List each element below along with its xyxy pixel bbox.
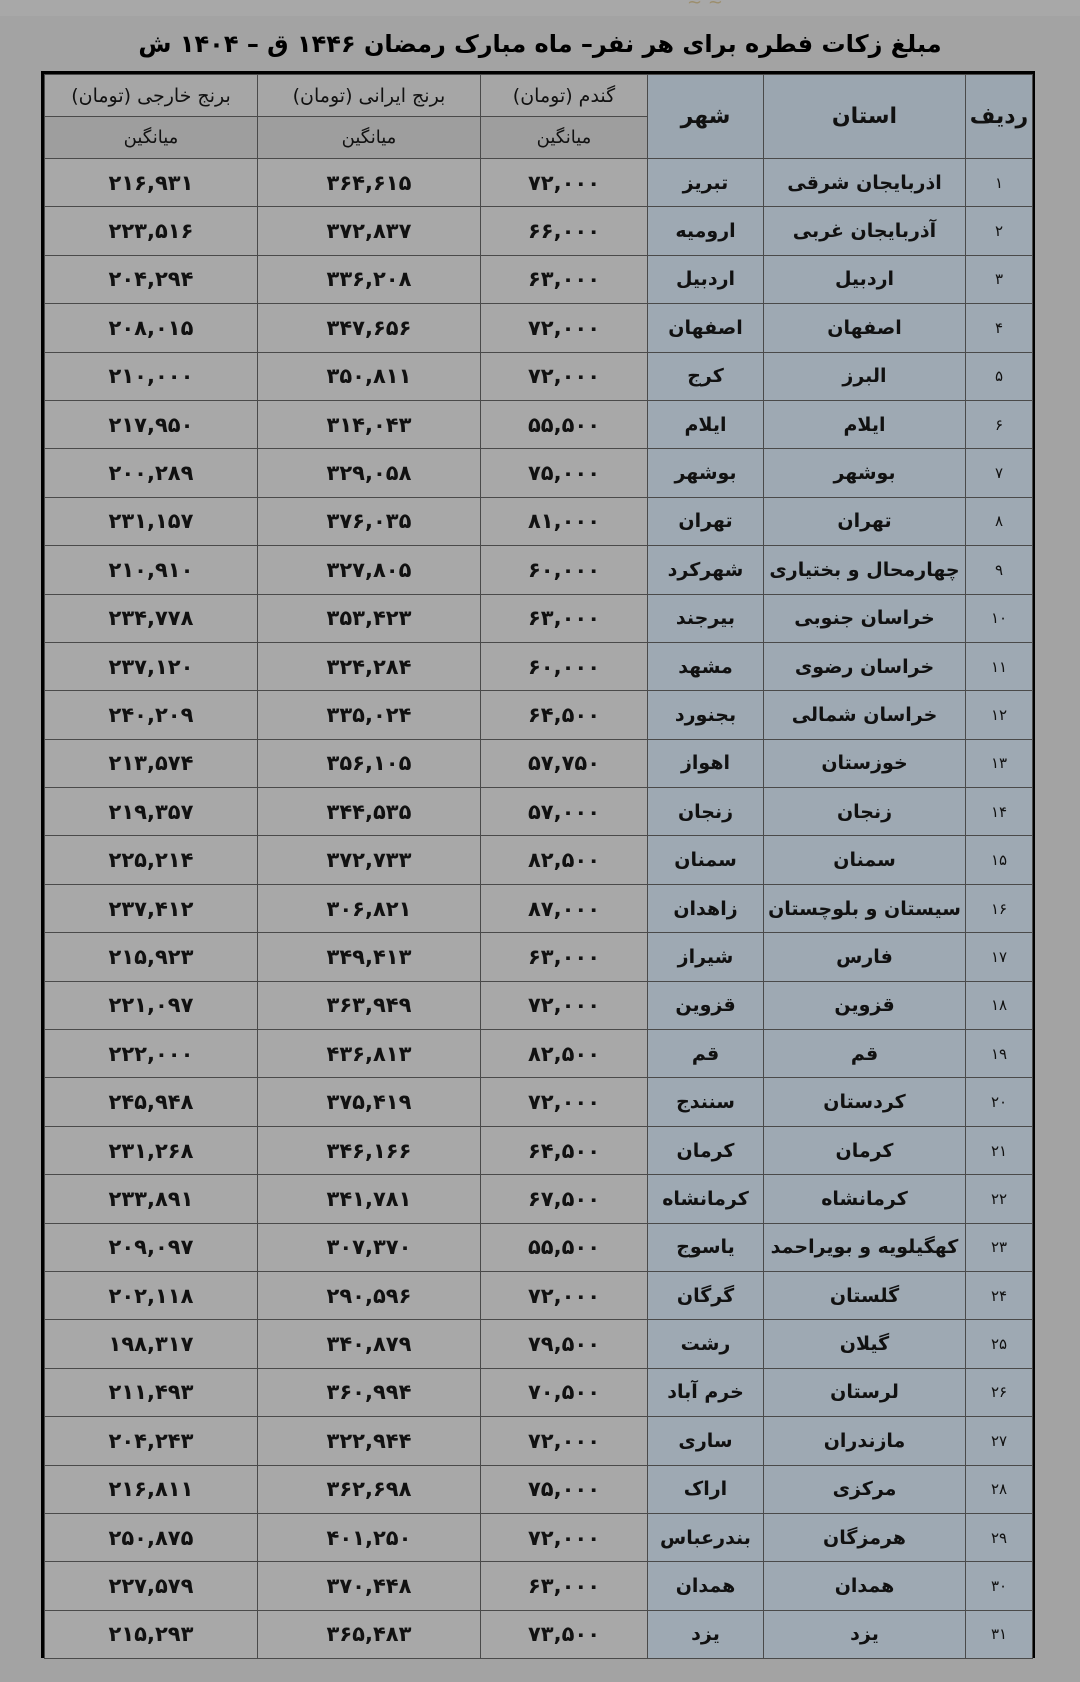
table-row	[45, 981, 1033, 1029]
cell-berenj-irani: ۳۲۷,۸۰۵	[258, 546, 481, 594]
cell-berenj-irani: ۳۴۹,۴۱۳	[258, 933, 481, 981]
cell-berenj-khareji: ۲۱۹,۳۵۷	[45, 788, 258, 836]
cell-ostan: ایلام	[764, 400, 966, 448]
cell-radif: ۵	[966, 352, 1033, 400]
cell-radif: ۱۰	[966, 594, 1033, 642]
table-row	[45, 1078, 1033, 1126]
cell-shahr: بیرجند	[648, 594, 764, 642]
cell-radif: ۲۴	[966, 1271, 1033, 1319]
cell-berenj-khareji: ۲۳۷,۱۲۰	[45, 642, 258, 690]
cell-shahr: کرمان	[648, 1126, 764, 1174]
table-row	[45, 546, 1033, 594]
cell-shahr: ارومیه	[648, 207, 764, 255]
cell-gandom: ۷۲,۰۰۰	[481, 1513, 648, 1561]
cell-berenj-khareji: ۲۱۶,۸۱۱	[45, 1465, 258, 1513]
cell-berenj-khareji: ۲۰۰,۲۸۹	[45, 449, 258, 497]
cell-berenj-irani: ۴۳۶,۸۱۳	[258, 1030, 481, 1078]
table-row	[45, 159, 1033, 207]
cell-berenj-khareji: ۲۱۳,۵۷۴	[45, 739, 258, 787]
cell-ostan: اردبیل	[764, 255, 966, 303]
cell-gandom: ۷۲,۰۰۰	[481, 159, 648, 207]
cell-gandom: ۷۲,۰۰۰	[481, 1271, 648, 1319]
table-row	[45, 884, 1033, 932]
cell-berenj-irani: ۳۷۲,۷۳۳	[258, 836, 481, 884]
cell-berenj-khareji: ۲۱۰,۰۰۰	[45, 352, 258, 400]
cell-ostan: سیستان و بلوچستان	[764, 884, 966, 932]
cell-gandom: ۷۲,۰۰۰	[481, 1078, 648, 1126]
cell-berenj-irani: ۲۹۰,۵۹۶	[258, 1271, 481, 1319]
cell-berenj-khareji: ۲۰۲,۱۱۸	[45, 1271, 258, 1319]
cell-ostan: قم	[764, 1030, 966, 1078]
cell-berenj-khareji: ۱۹۸,۳۱۷	[45, 1320, 258, 1368]
cell-berenj-khareji: ۲۱۱,۴۹۳	[45, 1368, 258, 1416]
cell-gandom: ۵۷,۷۵۰	[481, 739, 648, 787]
cell-berenj-khareji: ۲۳۴,۷۷۸	[45, 594, 258, 642]
cell-shahr: ایلام	[648, 400, 764, 448]
header-berenj-khareji: برنج خارجی (تومان)	[45, 75, 258, 117]
zakat-table-container	[41, 71, 1035, 1658]
cell-ostan: یزد	[764, 1610, 966, 1658]
cell-berenj-khareji: ۲۲۷,۵۷۹	[45, 1562, 258, 1610]
cell-gandom: ۷۵,۰۰۰	[481, 449, 648, 497]
table-row	[45, 352, 1033, 400]
table-row	[45, 497, 1033, 545]
cell-gandom: ۶۷,۵۰۰	[481, 1175, 648, 1223]
cell-gandom: ۶۶,۰۰۰	[481, 207, 648, 255]
cell-berenj-khareji: ۲۳۱,۲۶۸	[45, 1126, 258, 1174]
cell-gandom: ۷۰,۵۰۰	[481, 1368, 648, 1416]
cell-shahr: اردبیل	[648, 255, 764, 303]
cell-berenj-khareji: ۲۴۰,۲۰۹	[45, 691, 258, 739]
table-row	[45, 207, 1033, 255]
cell-berenj-khareji: ۲۲۵,۲۱۴	[45, 836, 258, 884]
cell-ostan: مازندران	[764, 1417, 966, 1465]
cell-berenj-irani: ۳۵۶,۱۰۵	[258, 739, 481, 787]
cell-shahr: شیراز	[648, 933, 764, 981]
cell-berenj-irani: ۳۰۶,۸۲۱	[258, 884, 481, 932]
cell-radif: ۱	[966, 159, 1033, 207]
cell-ostan: کهگیلویه و بویراحمد	[764, 1223, 966, 1271]
cell-shahr: زاهدان	[648, 884, 764, 932]
cell-gandom: ۶۳,۰۰۰	[481, 594, 648, 642]
table-row	[45, 788, 1033, 836]
cell-berenj-irani: ۳۶۳,۹۴۹	[258, 981, 481, 1029]
cell-gandom: ۵۵,۵۰۰	[481, 1223, 648, 1271]
cell-shahr: گرگان	[648, 1271, 764, 1319]
table-row	[45, 1126, 1033, 1174]
cell-berenj-irani: ۳۶۴,۶۱۵	[258, 159, 481, 207]
table-row	[45, 255, 1033, 303]
cell-gandom: ۷۲,۰۰۰	[481, 1417, 648, 1465]
cell-ostan: البرز	[764, 352, 966, 400]
subheader-irani-miangin: میانگین	[258, 117, 481, 159]
cell-gandom: ۷۹,۵۰۰	[481, 1320, 648, 1368]
cell-shahr: بندرعباس	[648, 1513, 764, 1561]
table-row	[45, 1417, 1033, 1465]
cell-berenj-irani: ۳۵۰,۸۱۱	[258, 352, 481, 400]
cell-ostan: اذربایجان شرقی	[764, 159, 966, 207]
table-row	[45, 691, 1033, 739]
cell-ostan: گلستان	[764, 1271, 966, 1319]
cell-shahr: خرم آباد	[648, 1368, 764, 1416]
subheader-gandom-miangin: میانگین	[481, 117, 648, 159]
cell-ostan: خراسان رضوی	[764, 642, 966, 690]
cell-ostan: کردستان	[764, 1078, 966, 1126]
cell-gandom: ۸۷,۰۰۰	[481, 884, 648, 932]
cell-ostan: زنجان	[764, 788, 966, 836]
cell-gandom: ۷۳,۵۰۰	[481, 1610, 648, 1658]
table-row	[45, 1030, 1033, 1078]
zakat-table	[44, 74, 1033, 1659]
cell-ostan: کرمان	[764, 1126, 966, 1174]
cell-radif: ۹	[966, 546, 1033, 594]
cell-radif: ۳۱	[966, 1610, 1033, 1658]
cell-ostan: قزوین	[764, 981, 966, 1029]
cell-berenj-khareji: ۲۱۵,۲۹۳	[45, 1610, 258, 1658]
cell-berenj-irani: ۳۲۴,۲۸۴	[258, 642, 481, 690]
cell-berenj-khareji: ۲۱۷,۹۵۰	[45, 400, 258, 448]
cell-ostan: بوشهر	[764, 449, 966, 497]
table-row	[45, 449, 1033, 497]
cell-berenj-irani: ۳۴۰,۸۷۹	[258, 1320, 481, 1368]
cell-ostan: سمنان	[764, 836, 966, 884]
cell-berenj-irani: ۳۴۷,۶۵۶	[258, 304, 481, 352]
cell-berenj-khareji: ۲۳۱,۱۵۷	[45, 497, 258, 545]
cell-shahr: سنندج	[648, 1078, 764, 1126]
cell-berenj-khareji: ۲۰۴,۲۴۳	[45, 1417, 258, 1465]
cell-ostan: کرمانشاه	[764, 1175, 966, 1223]
cell-radif: ۱۷	[966, 933, 1033, 981]
cell-berenj-khareji: ۲۲۲,۰۰۰	[45, 1030, 258, 1078]
cell-shahr: اصفهان	[648, 304, 764, 352]
table-body	[45, 159, 1033, 1659]
cell-shahr: سمنان	[648, 836, 764, 884]
cell-berenj-irani: ۳۷۰,۴۴۸	[258, 1562, 481, 1610]
table-row	[45, 1610, 1033, 1658]
cell-shahr: مشهد	[648, 642, 764, 690]
cell-radif: ۱۵	[966, 836, 1033, 884]
cell-radif: ۱۱	[966, 642, 1033, 690]
cell-berenj-khareji: ۲۱۶,۹۳۱	[45, 159, 258, 207]
subheader-khareji-miangin: میانگین	[45, 117, 258, 159]
cell-berenj-khareji: ۲۰۴,۲۹۴	[45, 255, 258, 303]
cell-shahr: تهران	[648, 497, 764, 545]
cell-gandom: ۶۴,۵۰۰	[481, 1126, 648, 1174]
cell-shahr: بجنورد	[648, 691, 764, 739]
cell-radif: ۱۲	[966, 691, 1033, 739]
cell-radif: ۲۰	[966, 1078, 1033, 1126]
cell-gandom: ۶۳,۰۰۰	[481, 255, 648, 303]
cell-berenj-khareji: ۲۰۸,۰۱۵	[45, 304, 258, 352]
cell-shahr: قم	[648, 1030, 764, 1078]
cell-shahr: تبریز	[648, 159, 764, 207]
cell-gandom: ۶۰,۰۰۰	[481, 546, 648, 594]
cell-ostan: خوزستان	[764, 739, 966, 787]
cell-shahr: همدان	[648, 1562, 764, 1610]
cell-gandom: ۵۵,۵۰۰	[481, 400, 648, 448]
cell-radif: ۲۱	[966, 1126, 1033, 1174]
cell-berenj-khareji: ۲۰۹,۰۹۷	[45, 1223, 258, 1271]
cell-berenj-irani: ۳۶۰,۹۹۴	[258, 1368, 481, 1416]
cell-berenj-irani: ۳۴۱,۷۸۱	[258, 1175, 481, 1223]
cell-berenj-irani: ۳۷۶,۰۳۵	[258, 497, 481, 545]
cell-ostan: هرمزگان	[764, 1513, 966, 1561]
cell-gandom: ۶۴,۵۰۰	[481, 691, 648, 739]
cell-shahr: کرمانشاه	[648, 1175, 764, 1223]
header-radif: ردیف	[966, 75, 1033, 159]
cell-berenj-khareji: ۲۱۵,۹۲۳	[45, 933, 258, 981]
table-row	[45, 1320, 1033, 1368]
cell-berenj-irani: ۳۶۲,۶۹۸	[258, 1465, 481, 1513]
cell-ostan: گیلان	[764, 1320, 966, 1368]
cell-gandom: ۸۲,۵۰۰	[481, 836, 648, 884]
table-row	[45, 1513, 1033, 1561]
cell-radif: ۶	[966, 400, 1033, 448]
logo-fragment: ~ ~	[687, 0, 723, 13]
cell-shahr: اهواز	[648, 739, 764, 787]
cell-gandom: ۸۲,۵۰۰	[481, 1030, 648, 1078]
cell-radif: ۱۴	[966, 788, 1033, 836]
cell-berenj-khareji: ۲۲۳,۵۱۶	[45, 207, 258, 255]
cell-radif: ۷	[966, 449, 1033, 497]
table-row	[45, 594, 1033, 642]
cell-radif: ۲۹	[966, 1513, 1033, 1561]
cell-berenj-irani: ۳۳۶,۲۰۸	[258, 255, 481, 303]
header-gandom: گندم (تومان)	[481, 75, 648, 117]
cell-ostan: فارس	[764, 933, 966, 981]
cell-radif: ۴	[966, 304, 1033, 352]
cell-radif: ۲۲	[966, 1175, 1033, 1223]
cell-ostan: تهران	[764, 497, 966, 545]
top-strip	[0, 0, 1080, 16]
cell-berenj-irani: ۳۷۵,۴۱۹	[258, 1078, 481, 1126]
cell-radif: ۳	[966, 255, 1033, 303]
cell-radif: ۲۸	[966, 1465, 1033, 1513]
table-row	[45, 304, 1033, 352]
cell-berenj-irani: ۳۵۳,۴۲۳	[258, 594, 481, 642]
table-row	[45, 1465, 1033, 1513]
cell-gandom: ۸۱,۰۰۰	[481, 497, 648, 545]
header-berenj-irani: برنج ایرانی (تومان)	[258, 75, 481, 117]
cell-shahr: زنجان	[648, 788, 764, 836]
cell-gandom: ۷۲,۰۰۰	[481, 352, 648, 400]
cell-shahr: کرج	[648, 352, 764, 400]
cell-berenj-irani: ۳۲۹,۰۵۸	[258, 449, 481, 497]
table-header	[45, 75, 1033, 159]
cell-berenj-irani: ۳۱۴,۰۴۳	[258, 400, 481, 448]
cell-berenj-khareji: ۲۴۵,۹۴۸	[45, 1078, 258, 1126]
cell-shahr: ساری	[648, 1417, 764, 1465]
cell-radif: ۲۷	[966, 1417, 1033, 1465]
table-row	[45, 1562, 1033, 1610]
cell-berenj-khareji: ۲۲۱,۰۹۷	[45, 981, 258, 1029]
table-row	[45, 1223, 1033, 1271]
table-row	[45, 1271, 1033, 1319]
cell-ostan: اصفهان	[764, 304, 966, 352]
cell-radif: ۸	[966, 497, 1033, 545]
table-row	[45, 1368, 1033, 1416]
header-shahr: شهر	[648, 75, 764, 159]
table-row	[45, 400, 1033, 448]
table-row	[45, 933, 1033, 981]
cell-gandom: ۷۵,۰۰۰	[481, 1465, 648, 1513]
cell-ostan: مرکزی	[764, 1465, 966, 1513]
cell-berenj-khareji: ۲۳۳,۸۹۱	[45, 1175, 258, 1223]
cell-gandom: ۶۳,۰۰۰	[481, 1562, 648, 1610]
header-ostan: استان	[764, 75, 966, 159]
cell-radif: ۱۸	[966, 981, 1033, 1029]
cell-radif: ۲۶	[966, 1368, 1033, 1416]
cell-shahr: یاسوج	[648, 1223, 764, 1271]
cell-berenj-khareji: ۲۱۰,۹۱۰	[45, 546, 258, 594]
cell-berenj-irani: ۳۴۴,۵۳۵	[258, 788, 481, 836]
cell-gandom: ۶۳,۰۰۰	[481, 933, 648, 981]
cell-ostan: چهارمحال و بختیاری	[764, 546, 966, 594]
cell-ostan: لرستان	[764, 1368, 966, 1416]
cell-berenj-irani: ۳۰۷,۳۷۰	[258, 1223, 481, 1271]
page-title: مبلغ زکات فطره برای هر نفر– ماه مبارک رمضان ۱۴۴۶ ق – ۱۴۰۴ ش	[138, 30, 942, 58]
cell-radif: ۲۳	[966, 1223, 1033, 1271]
cell-radif: ۱۳	[966, 739, 1033, 787]
cell-shahr: رشت	[648, 1320, 764, 1368]
cell-radif: ۱۹	[966, 1030, 1033, 1078]
cell-ostan: همدان	[764, 1562, 966, 1610]
cell-ostan: خراسان شمالی	[764, 691, 966, 739]
cell-radif: ۱۶	[966, 884, 1033, 932]
cell-shahr: بوشهر	[648, 449, 764, 497]
cell-berenj-irani: ۳۲۲,۹۴۴	[258, 1417, 481, 1465]
cell-gandom: ۶۰,۰۰۰	[481, 642, 648, 690]
table-row	[45, 642, 1033, 690]
cell-gandom: ۵۷,۰۰۰	[481, 788, 648, 836]
cell-berenj-irani: ۳۷۲,۸۳۷	[258, 207, 481, 255]
table-row	[45, 836, 1033, 884]
cell-radif: ۲۵	[966, 1320, 1033, 1368]
table-row	[45, 1175, 1033, 1223]
cell-berenj-khareji: ۲۵۰,۸۷۵	[45, 1513, 258, 1561]
cell-shahr: قزوین	[648, 981, 764, 1029]
cell-gandom: ۷۲,۰۰۰	[481, 981, 648, 1029]
cell-berenj-irani: ۳۴۶,۱۶۶	[258, 1126, 481, 1174]
cell-ostan: خراسان جنوبی	[764, 594, 966, 642]
cell-berenj-khareji: ۲۳۷,۴۱۲	[45, 884, 258, 932]
cell-berenj-irani: ۴۰۱,۲۵۰	[258, 1513, 481, 1561]
table-row	[45, 739, 1033, 787]
cell-shahr: اراک	[648, 1465, 764, 1513]
cell-gandom: ۷۲,۰۰۰	[481, 304, 648, 352]
cell-shahr: شهرکرد	[648, 546, 764, 594]
cell-ostan: آذربایجان غربی	[764, 207, 966, 255]
cell-berenj-irani: ۳۳۵,۰۲۴	[258, 691, 481, 739]
cell-radif: ۲	[966, 207, 1033, 255]
cell-radif: ۳۰	[966, 1562, 1033, 1610]
cell-shahr: یزد	[648, 1610, 764, 1658]
cell-berenj-irani: ۳۶۵,۴۸۳	[258, 1610, 481, 1658]
